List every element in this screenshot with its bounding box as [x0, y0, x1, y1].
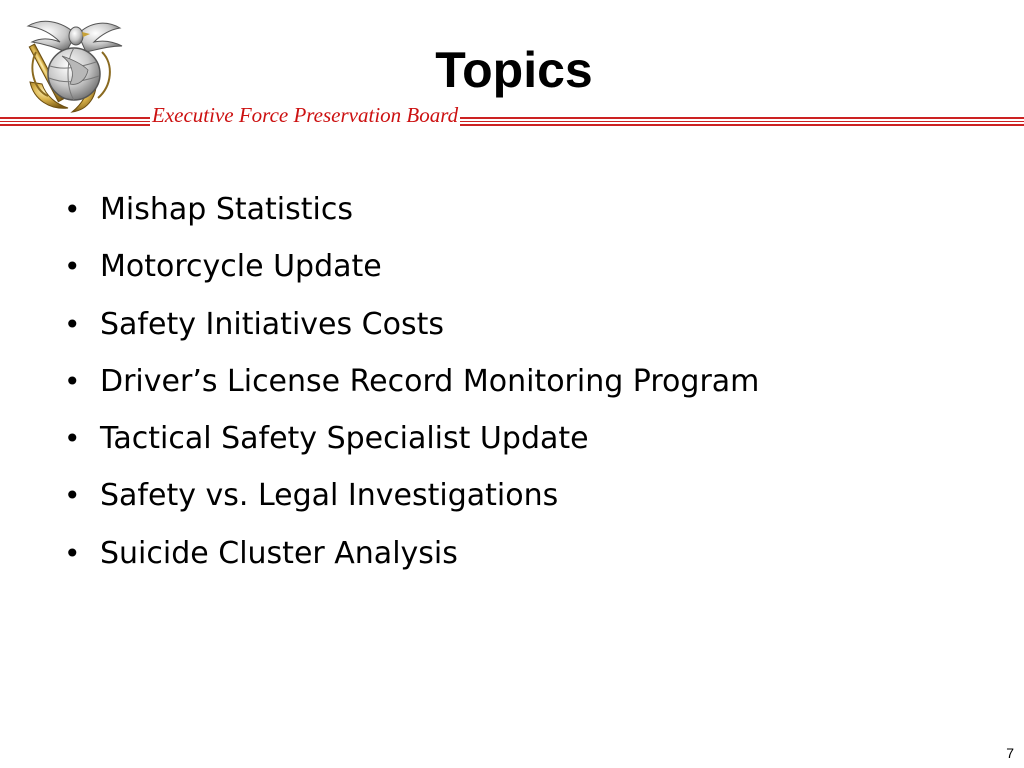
list-item [64, 356, 759, 413]
list-item [64, 528, 759, 585]
slide-title: Topics [435, 42, 593, 98]
list-item [64, 241, 759, 298]
list-item-label: Safety vs. Legal Investigations [100, 478, 559, 514]
bullet-icon: • [64, 307, 81, 341]
list-item [64, 299, 759, 356]
bullet-icon: • [64, 193, 81, 226]
list-item-label: Tactical Safety Specialist Update [100, 421, 589, 457]
bullet-icon: • [64, 364, 81, 398]
list-item-label: Motorcycle Update [100, 249, 382, 285]
list-item [64, 413, 759, 470]
bullet-icon: • [64, 422, 81, 456]
list-item-label: Mishap Statistics [100, 192, 353, 227]
list-item-label: Safety Initiatives Costs [100, 306, 444, 342]
page-number: 7 [1006, 745, 1014, 761]
list-item-label: Driver’s License Record Monitoring Program [100, 363, 760, 399]
bullet-icon: • [64, 536, 81, 570]
organization-subtitle: Executive Force Preservation Board [152, 103, 459, 127]
topics-list [64, 184, 759, 585]
list-item-label: Suicide Cluster Analysis [100, 535, 458, 571]
list-item [64, 184, 759, 241]
list-item [64, 470, 759, 527]
bullet-icon: • [64, 250, 81, 284]
bullet-icon: • [64, 479, 81, 513]
